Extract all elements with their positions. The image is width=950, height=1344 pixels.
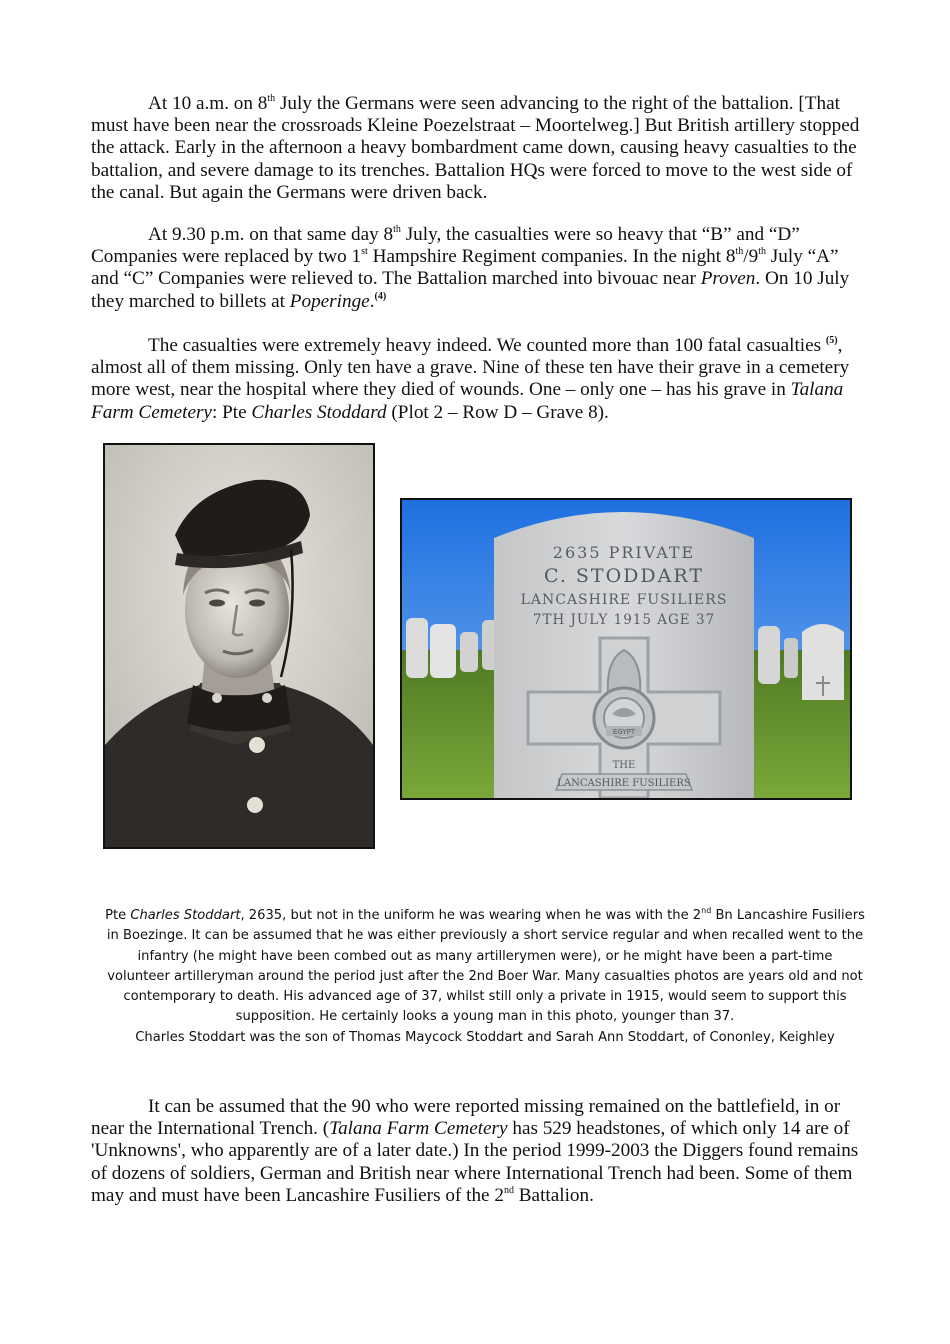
headstone-photo [400,498,852,800]
superscript: th [393,224,401,235]
paragraph-companies-relieved [91,224,861,313]
badge-ribbon-text: LANCASHIRE FUSILIERS [557,778,691,789]
text: July, the casualties were so heavy that “B” and “D” Companies were replaced by two 1 [91,224,800,268]
text: /9 [743,246,759,268]
superscript: nd [503,1184,514,1196]
photo-caption [105,906,865,1048]
text: It can be assumed that the 90 who were reported missing remained on the battlefield, in or near the International Trench. ( [91,1096,841,1140]
soldier-portrait-photo [103,443,375,849]
portrait-illustration [105,445,373,847]
soldier-name: Charles Stoddard [251,401,387,423]
text: At 9.30 p.m. on that same day 8 [148,224,394,245]
inscription-line1: 2635 PRIVATE [552,543,696,562]
text: , 2635, but not in the uniform he was wearing when he was with the 2 [240,908,702,923]
superscript: th [735,246,744,258]
inscription-line4: 7TH JULY 1915 AGE 37 [532,612,716,628]
superscript: st [361,246,368,258]
text: Pte [105,908,131,923]
place-name: Proven [700,268,756,290]
text: At 10 a.m. on 8 [148,93,268,114]
text: : Pte [211,401,252,423]
paragraph-casualties [91,335,861,424]
caption-parentage-line: Charles Stoddart was the son of Thomas Maycock Stoddart and Sarah Ann Stoddart, of Cononley, Keighley [135,1029,835,1045]
text: Bn Lancashire Fusiliers in Boezinge. It can be assumed that he was either previously a short service regular and when recalled went to the infantry (he might have been combed out as many artillerymen were), or he might have been a part-time volunteer artilleryman around the period just after the 2nd Boer War. Many casualties photos are years old and not contemporary to death. His advanced age of 37, whilst still only a private in 1915, would seem to support this supposition. He certainly looks a young man in this photo, younger than 37. [106,908,865,1025]
text: has 529 headstones, of which only 14 are of 'Unknowns', who apparently are of a later date.) In the period 1999-2003 the Diggers found remains of dozens of soldiers, German and British near where International Trench had been. Some of them may and must have been Lancashire Fusiliers of the 2 [91,1118,859,1206]
caption-paragraph [105,906,865,1028]
text: , almost all of them missing. Only ten have a grave. Nine of these ten have their grave in a cemetery more west, near the hospital where they died of wounds. One – only one – has his grave in [91,335,850,401]
text: Hampshire Regiment companies. In the night 8 [367,246,736,268]
text: . On 10 July they marched to billets at [91,268,850,312]
badge-scroll-text: THE [612,760,636,771]
text: The casualties were extremely heavy indeed. We counted more than 100 fatal casualties [148,335,826,356]
cemetery-name: Talana Farm Cemetery [329,1118,508,1140]
text: . [369,290,375,312]
headstone-illustration [402,500,850,798]
text: July the Germans were seen advancing to the right of the battalion. [That must have been near the crossroads Kleine Poezelstraat – Moortelweg.] But British artillery stopped the attack. Early in the afternoon a heavy bombardment came down, causing heavy casualties to the battalion, and severe damage to its trenches. Battalion HQs were forced to move to the west side of the canal. But again the Germans were driven back. [91,93,860,203]
text: Battalion. [513,1184,594,1206]
paragraph-german-advance [91,93,861,204]
place-name: Poperinge [289,290,370,312]
paragraph-missing-soldiers [91,1096,861,1207]
superscript: th [267,93,276,104]
inscription-line2: C. STODDART [543,565,705,587]
cemetery-name: Talana Farm Cemetery [91,379,844,423]
text: July “A” and “C” Companies were relieved to. The Battalion marched into bivouac near [91,246,839,290]
superscript: nd [701,906,712,915]
footnote-ref: (4) [374,290,387,302]
badge-text: EGYPT [612,728,636,736]
footnote-ref: (5) [825,335,838,346]
superscript: th [758,246,766,258]
inscription-line3: LANCASHIRE FUSILIERS [520,592,728,608]
text: (Plot 2 – Row D – Grave 8). [386,401,609,423]
soldier-name: Charles Stoddart [130,908,241,923]
